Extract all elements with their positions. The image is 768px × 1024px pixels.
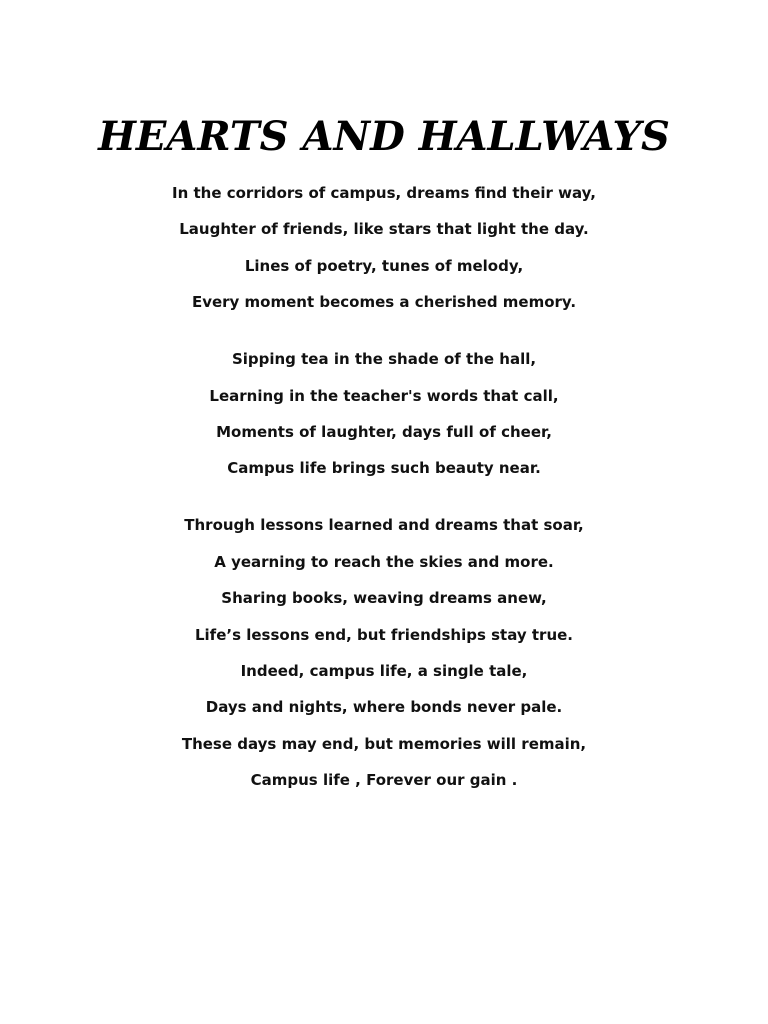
- poem-line: Through lessons learned and dreams that soar,: [184, 516, 584, 535]
- poem-line: Every moment becomes a cherished memory.: [191, 293, 577, 312]
- poem-line: Life’s lessons end, but friendships stay true.: [194, 625, 574, 644]
- poem-line: Learning in the teacher's words that call,: [209, 386, 559, 405]
- poem-title: HEARTS AND HALLWAYS: [98, 113, 670, 160]
- poem-line: A yearning to reach the skies and more.: [214, 552, 554, 571]
- stanza-1: [0, 183, 768, 312]
- poem-line: Indeed, campus life, a single tale,: [240, 661, 528, 680]
- stanza-2: [0, 349, 768, 478]
- poem-line: Sipping tea in the shade of the hall,: [231, 350, 537, 369]
- poem-line: These days may end, but memories will remain,: [181, 734, 587, 753]
- poem-body: [0, 183, 768, 806]
- poem-line: Campus life , Forever our gain .: [250, 771, 518, 790]
- poem-line: Lines of poetry, tunes of melody,: [244, 256, 524, 275]
- poem-line: Moments of laughter, days full of cheer,: [216, 422, 552, 441]
- stanza-3: [0, 515, 768, 790]
- poem-line: In the corridors of campus, dreams find their way,: [172, 184, 596, 202]
- poem-line: Days and nights, where bonds never pale.: [205, 698, 563, 717]
- poem-line: Laughter of friends, like stars that light the day.: [179, 220, 589, 239]
- poem-line: Campus life brings such beauty near.: [227, 459, 541, 478]
- poem-line: Sharing books, weaving dreams anew,: [221, 589, 547, 608]
